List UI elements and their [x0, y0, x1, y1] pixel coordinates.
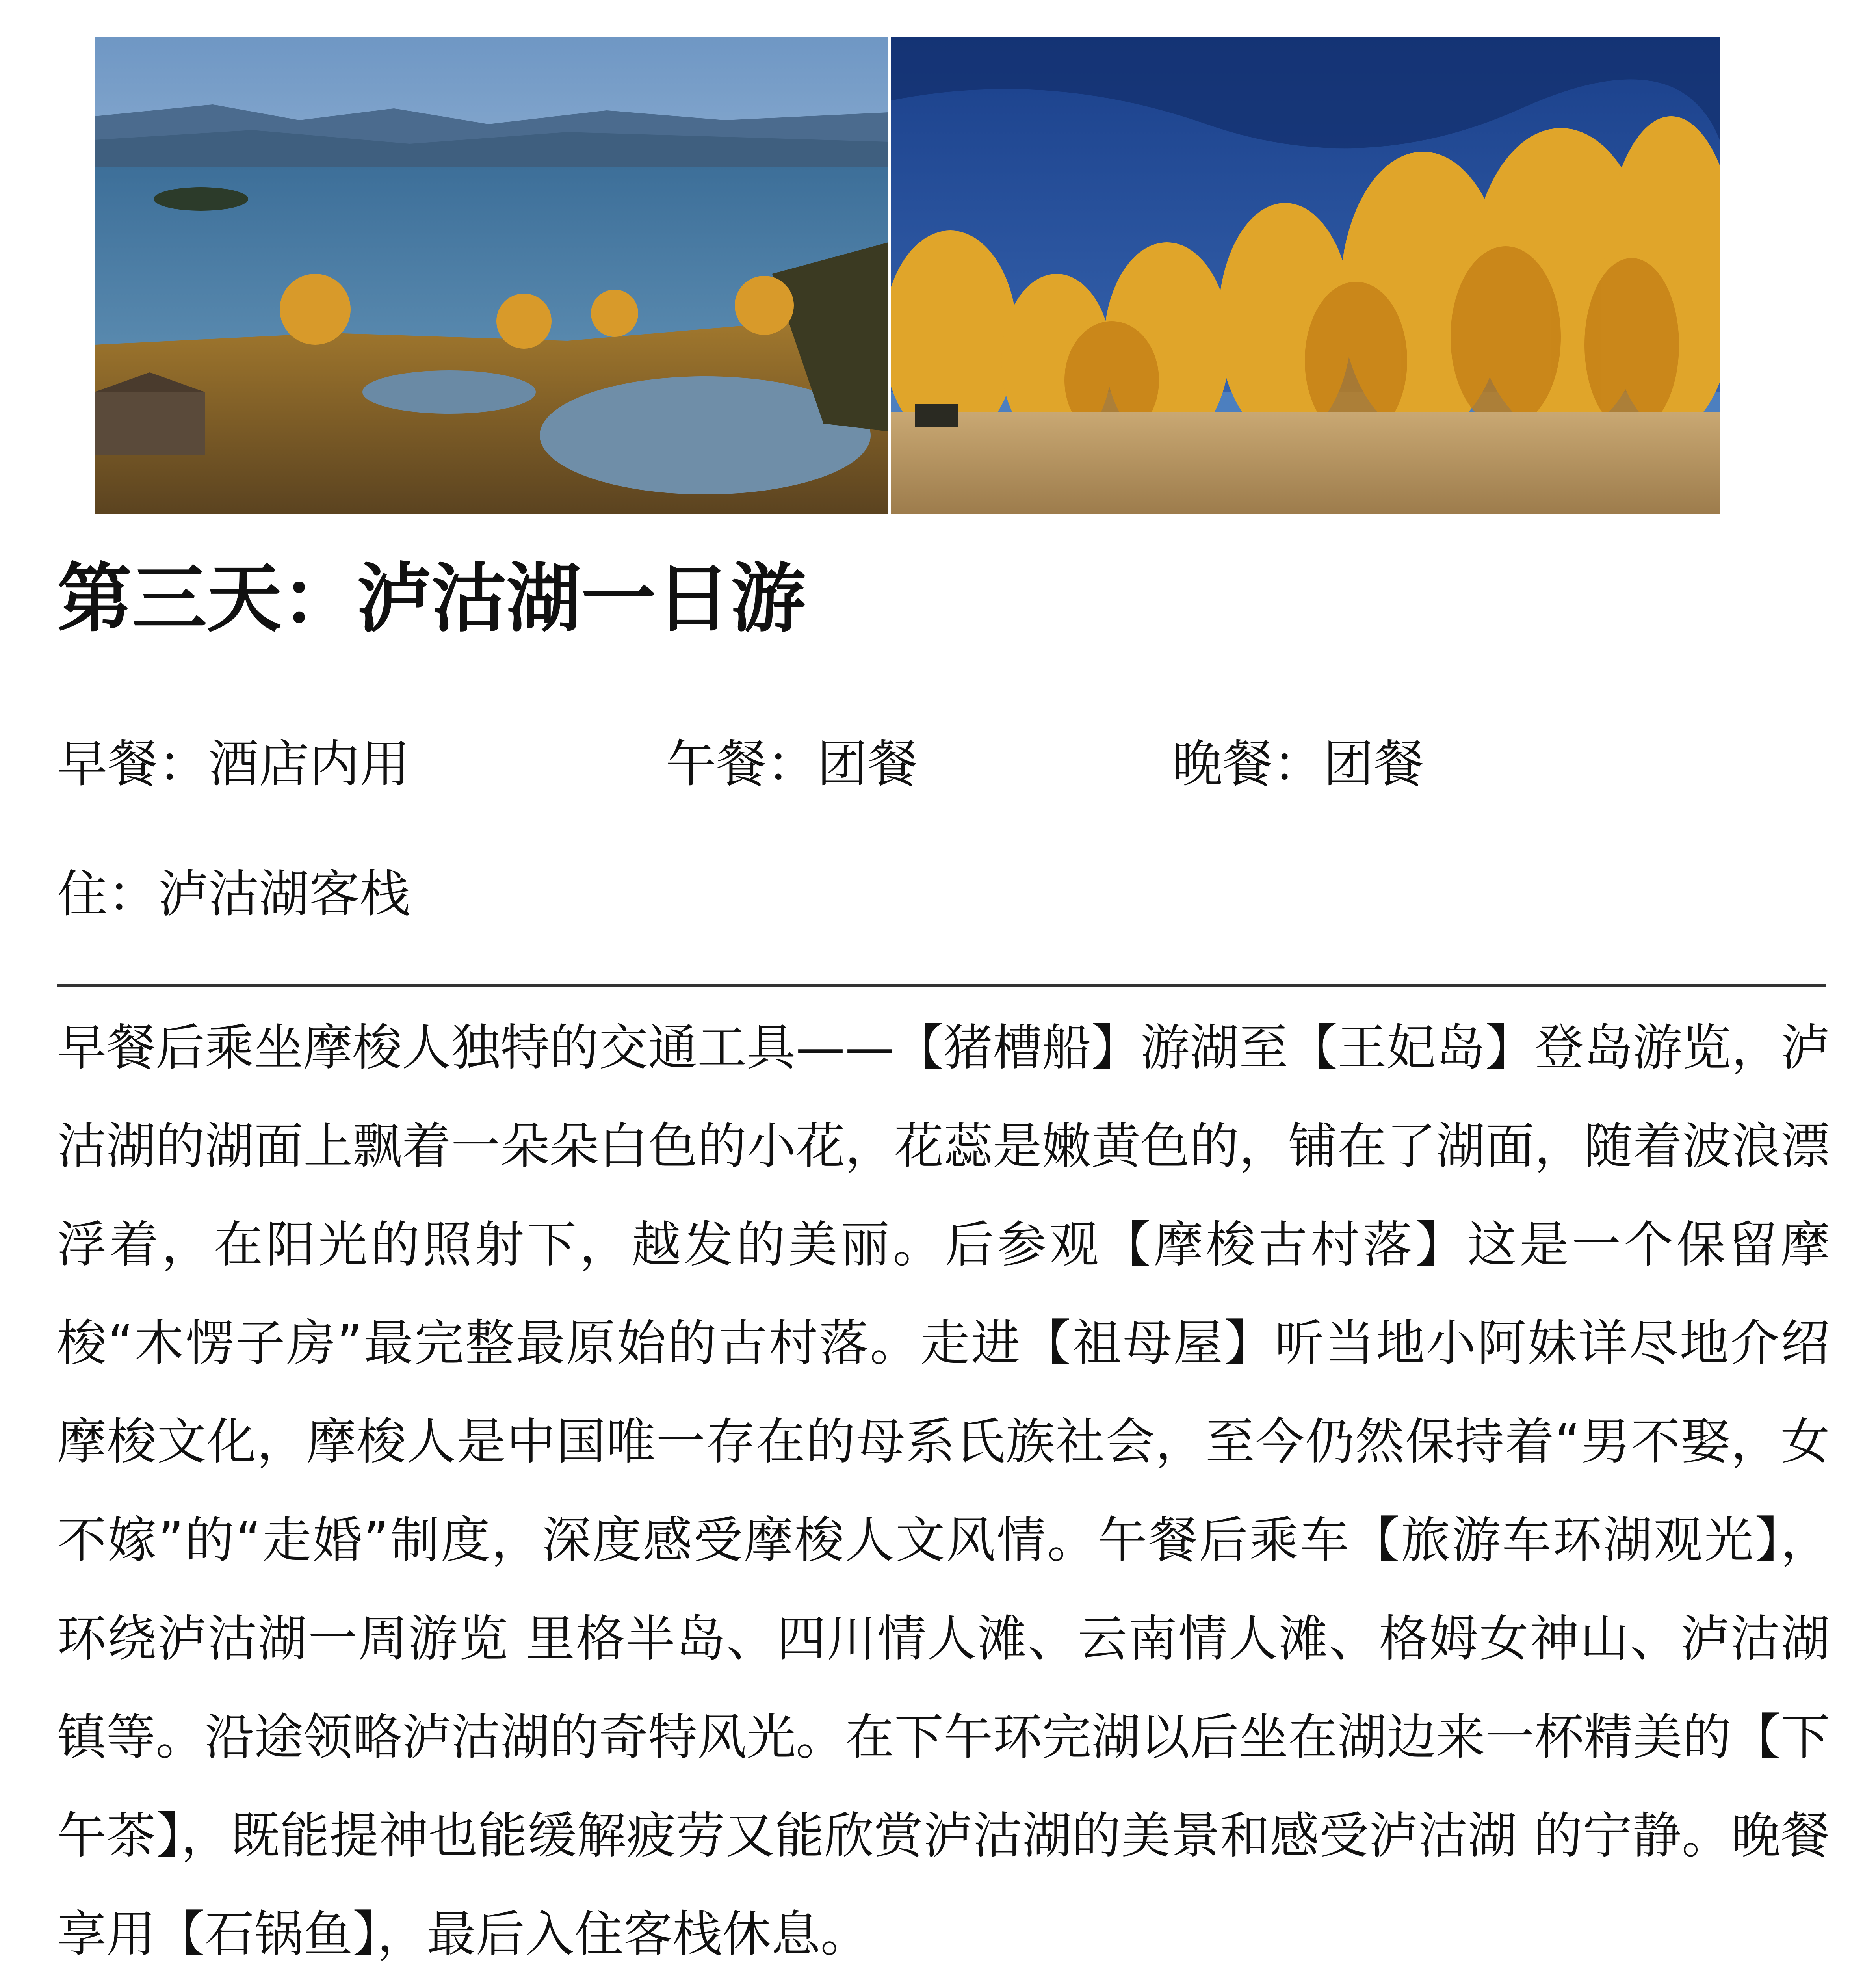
divider: [57, 984, 1826, 987]
lake-island-image: [95, 37, 888, 514]
accommodation-info: 住：泸沽湖客栈: [57, 865, 410, 924]
dinner-info: 晚餐：团餐: [1172, 735, 1425, 794]
golden-trees-photo: [891, 37, 1720, 514]
photo-strip: [95, 37, 1720, 514]
breakfast-info: 早餐：酒店内用: [57, 735, 410, 794]
itinerary-description: 早餐后乘坐摩梭人独特的交通工具——【猪槽船】游湖至【王妃岛】登岛游览，泸沽湖的湖面上飘着一朵朵白色的小花，花蕊是嫩黄色的，铺在了湖面，随着波浪漂浮着，在阳光的照射下，越发的美丽。后参观【摩梭古村落】这是一个保留摩梭“木愣子房”最完整最原始的古村落。走进【祖母屋】听当地小阿妹详尽地介绍摩梭文化，摩梭人是中国唯一存在的母系氏族社会，至今仍然保持着“男不娶，女不嫁”的“走婚”制度，深度感受摩梭人文风情。午餐后乘车【旅游车环湖观光】，环绕泸沽湖一周游览 里格半岛、四川情人滩、云南情人滩、格姆女神山、泸沽湖镇等。沿途领略泸沽湖的奇特风光。在下午环完湖以后坐在湖边来一杯精美的【下午茶】，既能提神也能缓解疲劳又能欣赏泸沽湖的美景和感受泸沽湖 的宁静。晚餐享用【石锅鱼】，最后入住客栈休息。: [57, 1019, 1830, 1963]
page-title: 第三天：泸沽湖一日游: [57, 555, 806, 642]
lunch-info: 午餐：团餐: [666, 735, 918, 794]
golden-trees-image: [891, 37, 1720, 514]
lake-island-photo: [95, 37, 888, 514]
